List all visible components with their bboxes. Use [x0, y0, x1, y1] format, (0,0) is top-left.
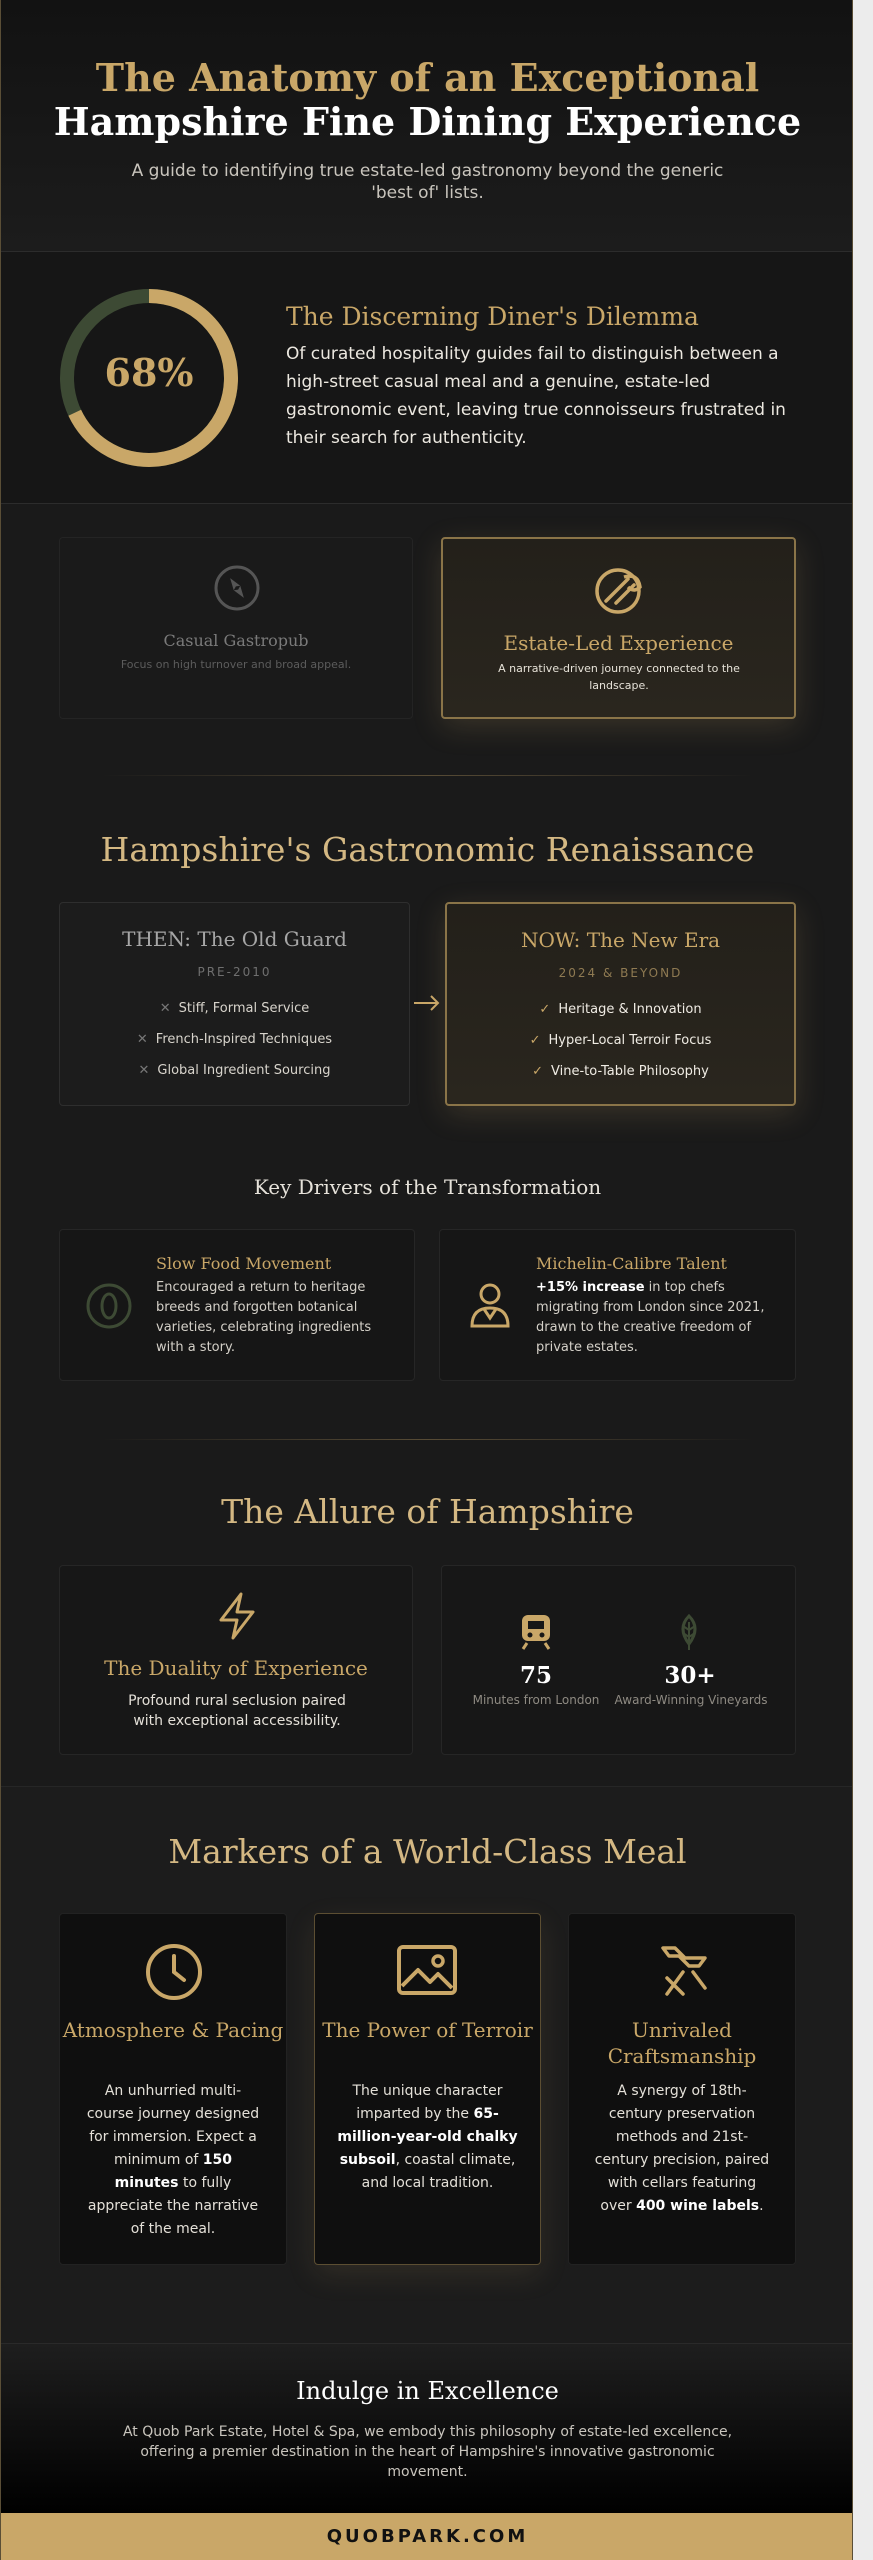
marker-card-terroir	[314, 1913, 541, 2265]
stat-value: 75	[519, 1662, 552, 1689]
estate-led-card	[441, 537, 796, 719]
craft-icon	[653, 1942, 713, 2002]
now-item: ✓ Vine-to-Table Philosophy	[532, 1064, 709, 1079]
stat-label: Minutes from London	[472, 1693, 600, 1707]
marker-title: Atmosphere & Pacing	[62, 2018, 284, 2042]
train-icon	[519, 1613, 553, 1651]
compass-icon	[213, 564, 261, 612]
then-item: ✕ Stiff, Formal Service	[159, 1001, 310, 1016]
renaissance-title: Hampshire's Gastronomic Renaissance	[100, 830, 755, 869]
x-icon: ✕	[138, 1063, 150, 1078]
marker-card-craftsmanship	[568, 1913, 796, 2265]
stat-value: 30+	[664, 1662, 716, 1689]
x-icon: ✕	[159, 1001, 171, 1016]
check-icon: ✓	[539, 1002, 551, 1017]
marker-card-pacing	[59, 1913, 287, 2265]
clock-icon	[144, 1942, 204, 2002]
x-icon: ✕	[136, 1032, 148, 1047]
now-title: NOW: The New Era	[520, 928, 721, 952]
driver-title: Michelin-Calibre Talent	[536, 1254, 727, 1273]
check-icon: ✓	[532, 1064, 544, 1079]
marker-title: Unrivaled Craftsmanship	[607, 2018, 757, 2068]
footer	[1, 2343, 853, 2513]
chef-icon	[468, 1282, 512, 1330]
casual-gastropub-card	[59, 537, 413, 719]
percent-value: 68%	[104, 350, 194, 395]
driver-card-slow-food	[59, 1229, 415, 1381]
then-title: THEN: The Old Guard	[122, 927, 347, 951]
casual-text: Focus on high turnover and broad appeal.	[120, 658, 352, 671]
now-item: ✓ Hyper-Local Terroir Focus	[529, 1033, 712, 1048]
driver-title: Slow Food Movement	[156, 1254, 332, 1273]
markers-title: Markers of a World-Class Meal	[168, 1832, 687, 1871]
divider	[101, 775, 754, 776]
seed-icon	[86, 1283, 132, 1329]
marker-title: The Power of Terroir	[322, 2018, 533, 2042]
driver-text: +15% increase in top chefs migrating from London since 2021, drawn to the creative freedom of private estates.	[536, 1280, 765, 1355]
header	[1, 0, 853, 252]
allure-title: The Allure of Hampshire	[221, 1492, 634, 1531]
estate-text: A narrative-driven journey connected to the landscape.	[498, 662, 740, 692]
check-icon: ✓	[529, 1033, 541, 1048]
driver-card-michelin	[439, 1229, 796, 1381]
duality-text: Profound rural seclusion paired with exceptional accessibility.	[128, 1693, 346, 1729]
divider	[101, 1439, 754, 1440]
marker-text: The unique character imparted by the 65-million-year-old chalky subsoil, coastal climate, and local tradition.	[337, 2083, 518, 2191]
then-period: PRE-2010	[197, 965, 272, 979]
lightning-icon	[215, 1591, 259, 1641]
footer-text: At Quob Park Estate, Hotel & Spa, we embody this philosophy of estate-led excellence, offering a premier destination in the heart of Hampshire's innovative gastronomic movement.	[122, 2424, 733, 2480]
now-period: 2024 & BEYOND	[558, 966, 683, 980]
footer-title: Indulge in Excellence	[296, 2377, 559, 2405]
header-subtitle: A guide to identifying true estate-led gastronomy beyond the generic 'best of' lists.	[131, 161, 724, 203]
title-line-2: Hampshire Fine Dining Experience	[53, 99, 802, 144]
dilemma-text: Of curated hospitality guides fail to distinguish between a high-street casual meal and a genuine, estate-led gastronomic event, leaving true connoisseurs frustrated in their search for authenticity.	[286, 344, 786, 448]
marker-text: An unhurried multi-course journey designed for immersion. Expect a minimum of 150 minutes to fully appreciate the narrative of the meal.	[86, 2083, 260, 2237]
dilemma-section	[1, 252, 853, 504]
duality-card	[59, 1565, 413, 1755]
brand-link[interactable]: QUOBPARK.COM	[1, 2513, 853, 2560]
title-line-1: The Anatomy of an Exceptional	[95, 55, 760, 100]
image-icon	[396, 1944, 458, 1996]
leaf-icon	[675, 1614, 703, 1652]
duality-title: The Duality of Experience	[104, 1656, 368, 1680]
then-item: ✕ French-Inspired Techniques	[136, 1032, 333, 1047]
stat-label: Award-Winning Vineyards	[614, 1693, 768, 1707]
estate-title: Estate-Led Experience	[503, 631, 734, 655]
driver-text: Encouraged a return to heritage breeds and forgotten botanical varieties, celebrating ingredients with a story.	[156, 1280, 372, 1355]
marker-text: A synergy of 18th-century preservation methods and 21st-century precision, paired with cellars featuring over 400 wine labels.	[594, 2083, 770, 2214]
now-item: ✓ Heritage & Innovation	[539, 1002, 702, 1017]
now-card	[445, 902, 796, 1106]
stats-card	[441, 1565, 796, 1755]
estate-icon	[594, 565, 646, 617]
dilemma-title: The Discerning Diner's Dilemma	[286, 302, 699, 331]
arrow-right-icon	[412, 993, 442, 1013]
drivers-title: Key Drivers of the Transformation	[253, 1175, 602, 1199]
then-card	[59, 902, 410, 1106]
casual-title: Casual Gastropub	[163, 631, 309, 650]
then-item: ✕ Global Ingredient Sourcing	[138, 1063, 331, 1078]
